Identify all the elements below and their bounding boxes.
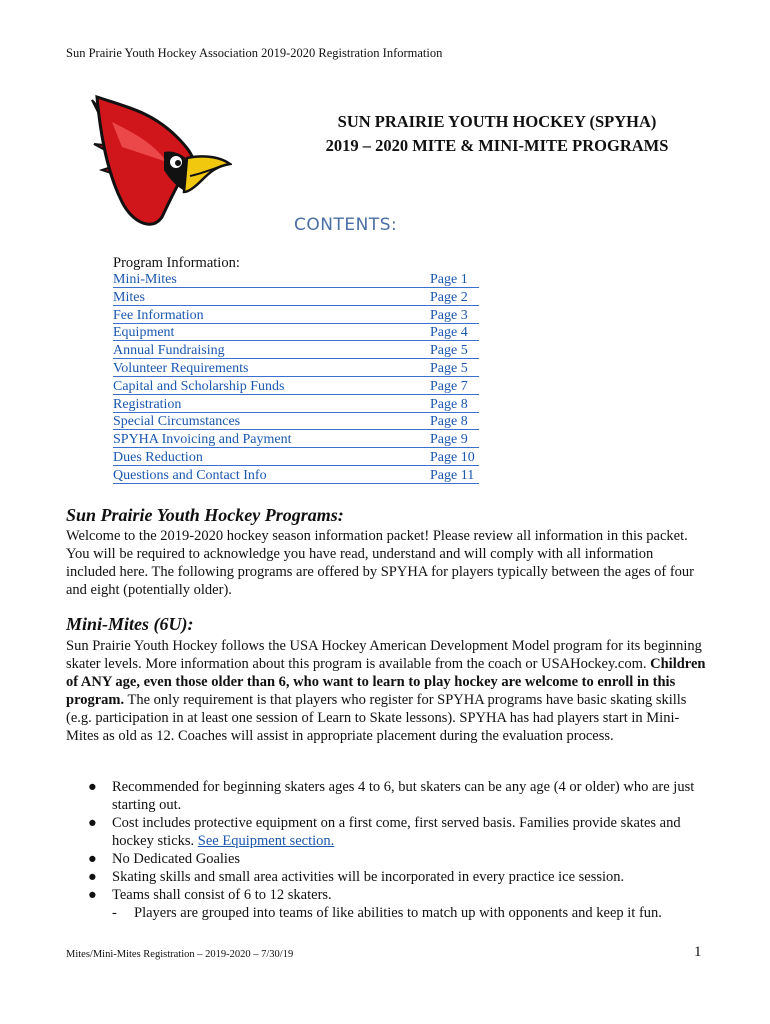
toc-item-page: Page 5 — [430, 360, 468, 376]
toc-item-annual-fundraising[interactable] — [113, 343, 479, 361]
toc-item-title: Special Circumstances — [113, 414, 241, 430]
bullet-text: Recommended for beginning skaters ages 4 to 6, but skaters can be any age (4 or older) who are just starting out. — [112, 779, 695, 813]
bullet-text: Teams shall consist of 6 to 12 skaters. — [112, 887, 332, 903]
mini-mites-text-b: The only requirement is that players who register for SPYHA programs have basic skating skills (e.g. participation in at least one session of Learn to Skate lessons). SPYHA has had players start in Mini-Mites as old as 12. Coaches will assist in appropriate placement during the evaluation process. — [66, 692, 687, 744]
toc-item-questions-contact[interactable] — [113, 468, 479, 486]
title-line-2: 2019 – 2020 MITE & MINI-MITE PROGRAMS — [325, 136, 669, 155]
mini-mites-paragraph — [66, 637, 706, 745]
contents-heading: CONTENTS: — [294, 215, 398, 235]
toc-item-page: Page 2 — [430, 289, 468, 305]
list-item: ● Recommended for beginning skaters ages 4 to 6, but skaters can be any age (4 or older) who are just starting out. — [88, 779, 695, 813]
bullet-text: No Dedicated Goalies — [112, 851, 241, 867]
toc-item-title: SPYHA Invoicing and Payment — [113, 432, 292, 448]
toc-item-invoicing-payment[interactable] — [113, 432, 479, 450]
toc-item-mini-mites[interactable] — [113, 272, 479, 290]
page-number: 1 — [694, 944, 702, 960]
toc-item-special-circumstances[interactable] — [113, 414, 479, 432]
toc-item-page: Page 7 — [430, 378, 468, 394]
programs-paragraph: Welcome to the 2019-2020 hockey season information packet! Please review all information in this packet. You will be required to acknowledge you have read, understand and will comply with all information included here. The following programs are offered by SPYHA for players typically between the ages of four and eight (potentially older). — [66, 528, 695, 598]
toc-item-title: Mites — [113, 289, 145, 305]
toc-item-mites[interactable] — [113, 290, 479, 308]
mini-mites-bullets — [88, 778, 708, 922]
toc-item-page: Page 10 — [430, 449, 475, 465]
toc-item-title: Volunteer Requirements — [113, 360, 249, 376]
list-item: ● No Dedicated Goalies — [88, 851, 241, 867]
toc-item-title: Dues Reduction — [113, 449, 203, 465]
toc-item-equipment[interactable] — [113, 325, 479, 343]
page-header: Sun Prairie Youth Hockey Association 2019-2020 Registration Information — [66, 46, 443, 60]
bullet-text: Skating skills and small area activities will be incorporated in every practice ice session. — [112, 869, 625, 885]
toc-item-title: Registration — [113, 396, 182, 412]
toc-item-registration[interactable] — [113, 397, 479, 415]
equipment-section-link[interactable]: See Equipment section. — [197, 833, 335, 849]
toc-item-title: Annual Fundraising — [113, 343, 225, 359]
toc-item-title: Fee Information — [113, 307, 204, 323]
title-line-1: SUN PRAIRIE YOUTH HOCKEY (SPYHA) — [337, 112, 657, 131]
sub-list-item: - Players are grouped into teams of like abilities to match up with opponents and keep it fun. — [112, 905, 662, 921]
list-item: ● Teams shall consist of 6 to 12 skaters. — [88, 887, 332, 903]
toc-item-capital-scholarship[interactable] — [113, 379, 479, 397]
table-of-contents — [113, 272, 479, 486]
page-footer: Mites/Mini-Mites Registration – 2019-2020 – 7/30/19 — [66, 949, 294, 960]
toc-item-page: Page 9 — [430, 432, 468, 448]
toc-item-dues-reduction[interactable] — [113, 450, 479, 468]
toc-item-fee-information[interactable] — [113, 308, 479, 326]
toc-item-volunteer-requirements[interactable] — [113, 361, 479, 379]
mini-mites-text-bold: Children of ANY age, even those older than 6, who want to learn to play hockey are welcome to enroll in this program. — [66, 656, 706, 708]
toc-item-title: Equipment — [113, 325, 175, 341]
list-item: ● Skating skills and small area activities will be incorporated in every practice ice session. — [88, 869, 625, 885]
mini-mites-text-a: Sun Prairie Youth Hockey follows the USA Hockey American Development Model program for its beginning skater levels. More information about this program is available from the coach or USAHockey.com. — [66, 638, 702, 672]
sub-bullet-text: Players are grouped into teams of like abilities to match up with opponents and keep it fun. — [134, 905, 662, 921]
toc-item-title: Capital and Scholarship Funds — [113, 378, 285, 394]
list-item: ● Cost includes protective equipment on a first come, first served basis. Families provide skates and hockey sticks. See Equipment section. — [88, 815, 681, 849]
toc-item-page: Page 1 — [430, 272, 468, 287]
toc-item-page: Page 4 — [430, 325, 468, 341]
toc-item-title: Mini-Mites — [113, 272, 177, 287]
toc-item-title: Questions and Contact Info — [113, 467, 267, 483]
mini-mites-heading: Mini-Mites (6U): — [66, 614, 194, 634]
toc-label: Program Information: — [113, 255, 240, 271]
toc-item-page: Page 11 — [430, 467, 475, 483]
document-title — [252, 110, 742, 158]
cardinal-logo — [82, 92, 232, 234]
bullet-text: Cost includes protective equipment on a first come, first served basis. Families provide skates and hockey sticks. — [112, 815, 681, 849]
toc-item-page: Page 5 — [430, 343, 468, 359]
toc-item-page: Page 8 — [430, 396, 468, 412]
toc-item-page: Page 3 — [430, 307, 468, 323]
toc-item-page: Page 8 — [430, 414, 468, 430]
programs-heading: Sun Prairie Youth Hockey Programs: — [66, 505, 344, 525]
